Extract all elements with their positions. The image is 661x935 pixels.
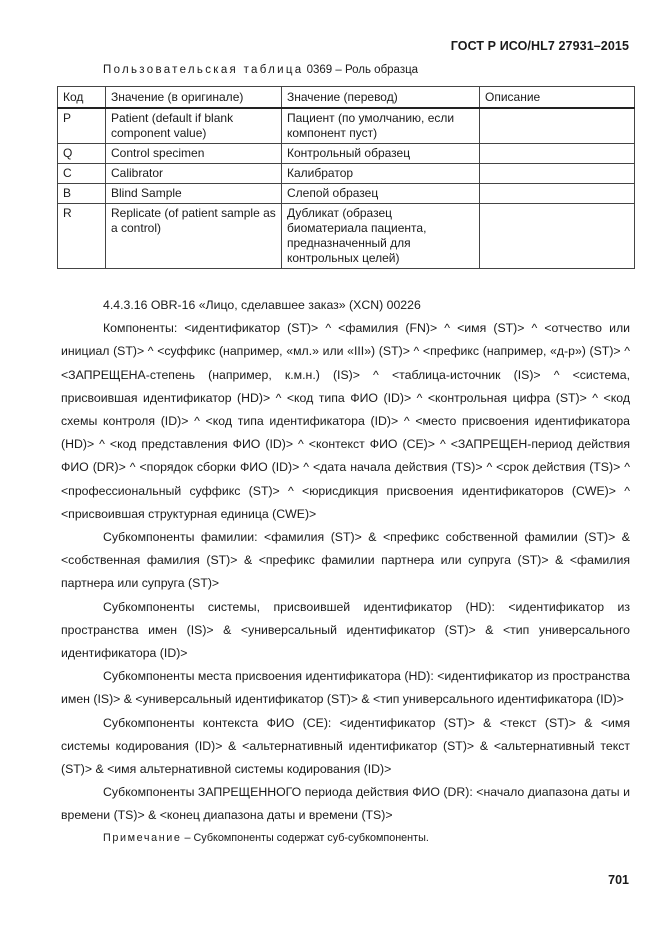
cell-translation: Калибратор <box>282 164 480 184</box>
cell-original: Replicate (of patient sample as a control) <box>106 204 282 269</box>
cell-description <box>480 144 635 164</box>
section-body <box>61 294 630 848</box>
table-row <box>58 164 635 184</box>
paragraph-components: Компоненты: <идентификатор (ST)> ^ <фамилия (FN)> ^ <имя (ST)> ^ <отчество или инициал (ST)> ^ <суффикс (например, «мл.» или «III») (ST)> ^ <префикс (например, «д-р») (ST)> ^ <ЗАПРЕЩЕНА-степень (например, к.м.н.) (IS)> ^ <таблица-источник (IS)> ^ <система, присвоившая идентификатор (HD)> ^ <код типа ФИО (ID)> ^ <контрольная цифра (ST)> ^ <код схемы контроля (ID)> ^ <код типа идентификатора (ID)> ^ <место присвоения идентификатора (HD)> ^ <код представления ФИО (ID)> ^ <контекст ФИО (CE)> ^ <ЗАПРЕЩЕН-период действия ФИО (DR)> ^ <порядок сборки ФИО (ID)> ^ <дата начала действия (TS)> ^ <срок действия (TS)> ^ <профессиональный суффикс (ST)> ^ <юрисдикция присвоения идентификаторов (CWE)> ^ <присвоившая структурная единица (CWE)> <box>61 321 630 521</box>
paragraph-name-context-subcomponents: Субкомпоненты контекста ФИО (CE): <идентификатор (ST)> & <текст (ST)> & <имя системы кодирования (ID)> & <альтернативный идентификатор (ST)> & <альтернативный текст (ST)> & <имя альтернативной системы кодирования (ID)> <box>61 715 630 777</box>
cell-description <box>480 204 635 269</box>
note-label: Примечание <box>103 831 182 844</box>
cell-description <box>480 108 635 144</box>
table-row <box>58 204 635 269</box>
cell-translation: Контрольный образец <box>282 144 480 164</box>
cell-code: Q <box>58 144 106 164</box>
cell-original: Control specimen <box>106 144 282 164</box>
column-header-description: Описание <box>480 87 635 109</box>
section-heading: 4.4.3.16 OBR-16 «Лицо, сделавшее заказ» (XCN) 00226 <box>103 298 421 312</box>
document-code: ГОСТ Р ИСО/HL7 27931–2015 <box>450 39 629 53</box>
paragraph-validity-period-subcomponents: Субкомпоненты ЗАПРЕЩЕННОГО периода действия ФИО (DR): <начало диапазона даты и времени (TS)> & <конец диапазона даты и времени (TS)> <box>61 785 630 823</box>
cell-description <box>480 164 635 184</box>
page-number: 701 <box>608 873 629 887</box>
cell-translation: Дубликат (образец биоматериала пациента, предназначенный для контрольных целей) <box>282 204 480 269</box>
column-header-translation: Значение (перевод) <box>282 87 480 109</box>
table-row <box>58 184 635 204</box>
table-caption-title: 0369 – Роль образца <box>306 64 419 76</box>
cell-code: R <box>58 204 106 269</box>
table-caption-label: Пользовательская таблица <box>103 64 304 76</box>
cell-code: B <box>58 184 106 204</box>
cell-translation: Слепой образец <box>282 184 480 204</box>
cell-translation: Пациент (по умолчанию, если компонент пуст) <box>282 108 480 144</box>
paragraph-assigning-system-subcomponents: Субкомпоненты системы, присвоившей идентификатор (HD): <идентификатор из пространства имен (IS)> & <универсальный идентификатор (ST)> & <тип универсального идентификатора (ID)> <box>61 599 630 661</box>
note <box>61 828 630 848</box>
table-row <box>58 144 635 164</box>
cell-original: Calibrator <box>106 164 282 184</box>
cell-original: Patient (default if blank component value) <box>106 108 282 144</box>
cell-description <box>480 184 635 204</box>
table-caption <box>103 64 418 76</box>
paragraph-surname-subcomponents: Субкомпоненты фамилии: <фамилия (ST)> & <префикс собственной фамилии (ST)> & <собственная фамилия (ST)> & <префикс фамилии партнера или супруга (ST)> & <фамилия партнера или супруга (ST)> <box>61 530 630 591</box>
cell-code: P <box>58 108 106 144</box>
paragraph-assignment-place-subcomponents: Субкомпоненты места присвоения идентификатора (HD): <идентификатор из пространства имен (IS)> & <универсальный идентификатор (ST)> & <тип универсального идентификатора (ID)> <box>61 669 630 707</box>
table-header-row <box>58 87 635 109</box>
column-header-code: Код <box>58 87 106 109</box>
specimen-role-table <box>57 86 635 269</box>
table-row <box>58 108 635 144</box>
column-header-original: Значение (в оригинале) <box>106 87 282 109</box>
cell-original: Blind Sample <box>106 184 282 204</box>
note-text: – Субкомпоненты содержат суб-субкомпоненты. <box>181 831 429 844</box>
cell-code: C <box>58 164 106 184</box>
